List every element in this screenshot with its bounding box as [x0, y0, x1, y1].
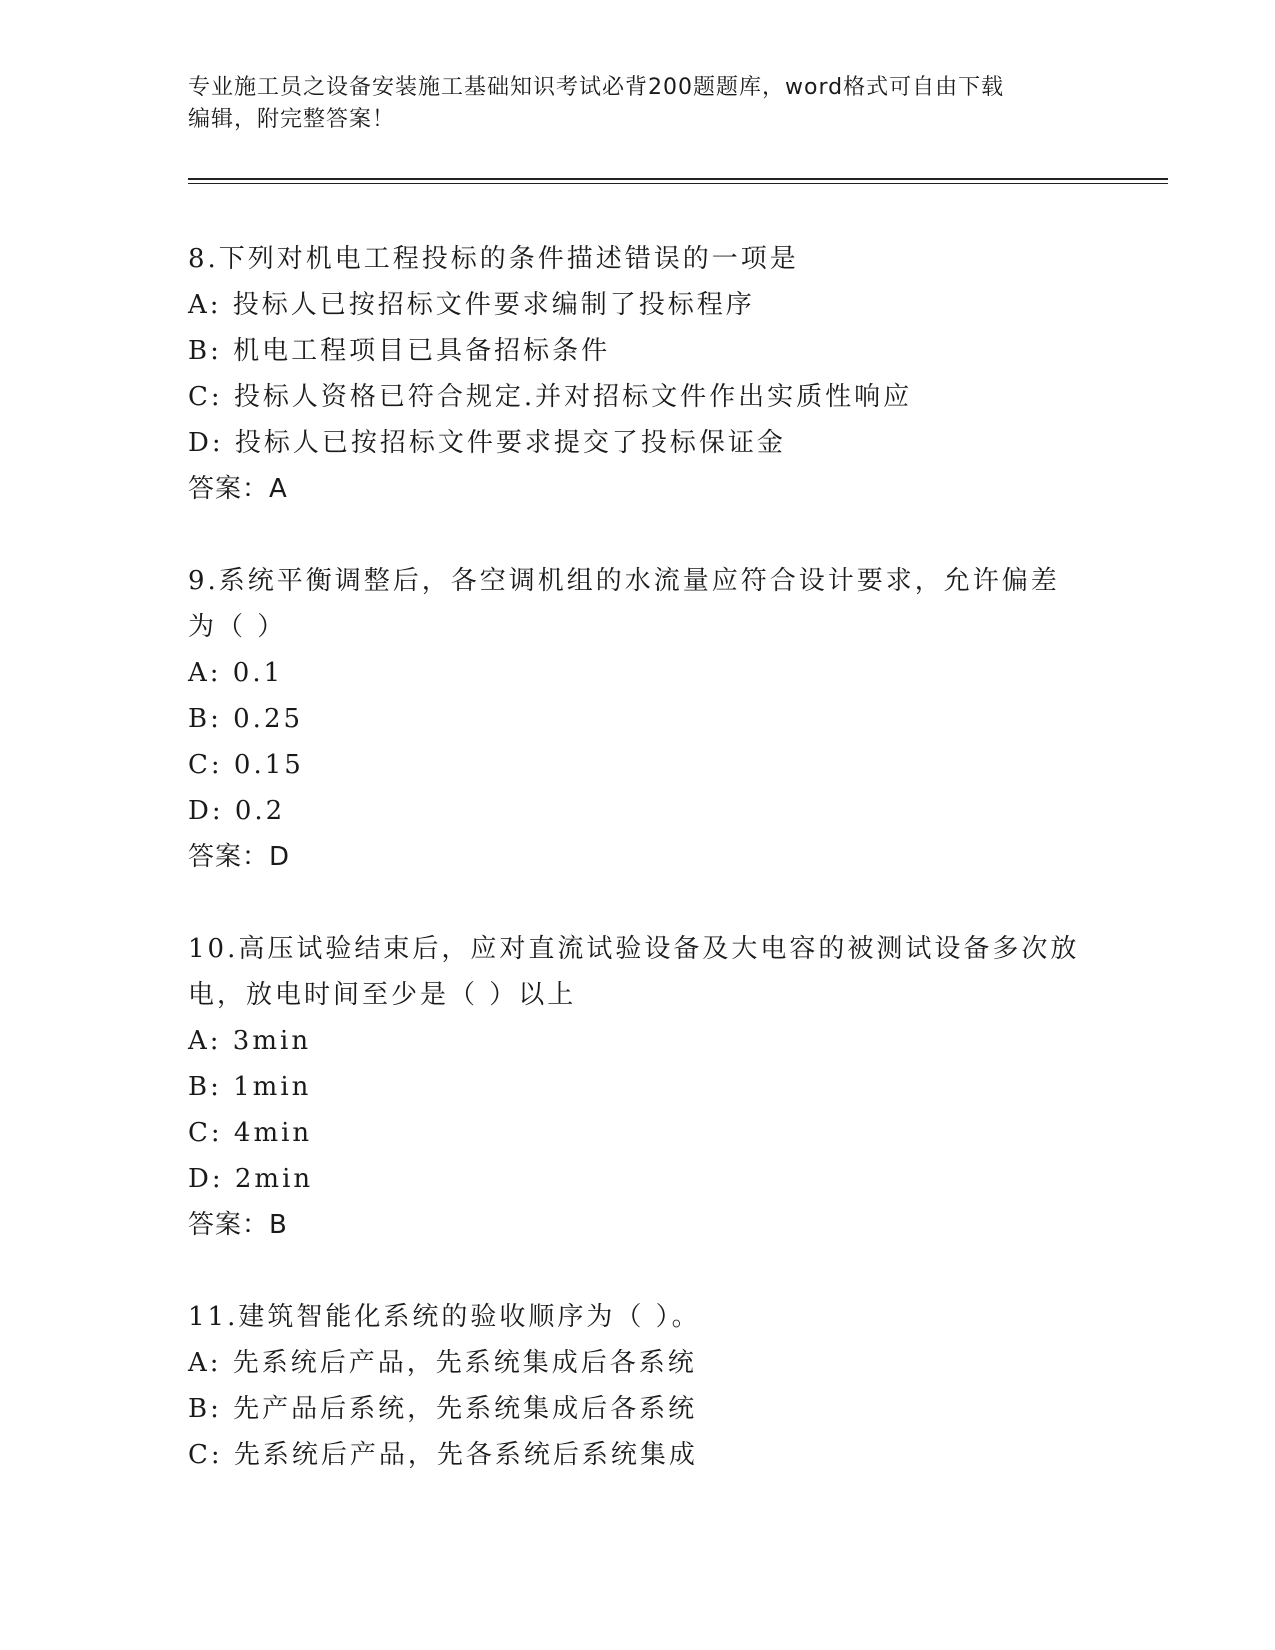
option-d: D: 投标人已按招标文件要求提交了投标保证金 [188, 428, 786, 458]
option-b: B: 先产品后系统，先系统集成后各系统 [188, 1394, 698, 1424]
question-stem: 10.高压试验结束后，应对直流试验设备及大电容的被测试设备多次放 [188, 934, 1080, 964]
option-c: C: 0.15 [188, 750, 304, 780]
header-line-2: 编辑，附完整答案！ [188, 107, 396, 132]
option-a: A: 先系统后产品，先系统集成后各系统 [188, 1348, 697, 1378]
option-a: A: 3min [188, 1026, 312, 1056]
answer: 答案：D [188, 842, 291, 872]
header-divider [188, 178, 1168, 184]
question-11 [188, 1294, 1168, 1478]
option-d: D: 2min [188, 1164, 314, 1194]
question-stem-continued: 电，放电时间至少是（ ）以上 [188, 980, 577, 1010]
option-b: B: 机电工程项目已具备招标条件 [188, 336, 611, 366]
document-header [188, 72, 1088, 136]
option-a: A: 投标人已按招标文件要求编制了投标程序 [188, 290, 755, 320]
header-line-1: 专业施工员之设备安装施工基础知识考试必背200题题库，word格式可自由下载 [188, 75, 1005, 100]
option-c: C: 先系统后产品，先各系统后系统集成 [188, 1440, 698, 1470]
question-8 [188, 236, 1168, 512]
question-stem-continued: 为（ ） [188, 612, 287, 642]
question-list [188, 236, 1168, 1524]
question-stem: 11.建筑智能化系统的验收顺序为（ ）。 [188, 1302, 701, 1332]
answer: 答案：B [188, 1210, 288, 1240]
option-c: C: 投标人资格已符合规定.并对招标文件作出实质性响应 [188, 382, 913, 412]
question-10 [188, 926, 1168, 1248]
question-stem: 8.下列对机电工程投标的条件描述错误的一项是 [188, 244, 799, 274]
answer: 答案：A [188, 474, 288, 504]
option-a: A: 0.1 [188, 658, 284, 688]
question-9 [188, 558, 1168, 880]
option-b: B: 1min [188, 1072, 312, 1102]
option-d: D: 0.2 [188, 796, 286, 826]
option-c: C: 4min [188, 1118, 313, 1148]
question-stem: 9.系统平衡调整后，各空调机组的水流量应符合设计要求，允许偏差 [188, 566, 1060, 596]
option-b: B: 0.25 [188, 704, 304, 734]
